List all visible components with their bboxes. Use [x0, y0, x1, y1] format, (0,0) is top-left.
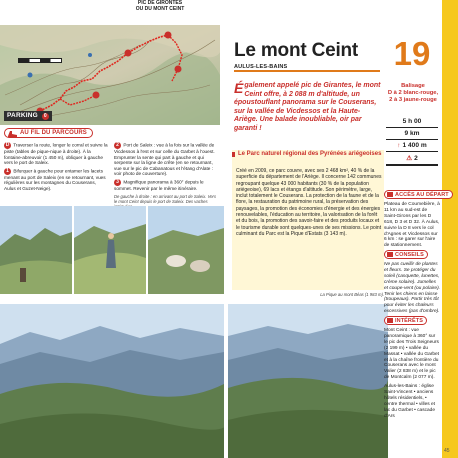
intro-text: galement appelé pic de Girantes, le mont Ceint offre, à 2 088 m d'altitude, un époustouflant panorama sur le Couserans, sur la vallée de Vicdessos et la Haute-Ariège. Une balade inoubliable, oir par garanti !	[234, 82, 381, 132]
balisage-info: Balisage D à 2 blanc-rouge, 2 à 3 jaune-rouge	[387, 83, 439, 103]
parc-text: Créé en 2009, ce parc couvre, avec ses 2 468 km², 40 % de la superficie du département de l'Ariège. Il concerne 142 communes regroupant quelque 43 000 habitants (30 % de la population ariégeoise), 69 lacs et étangs d'altitude. Son périmètre, large, inclut totalement le Couserans. La protection de la faune et de la flore, la restauration du patrimoine rural, la préservation des paysages, la promotion des économies d'énergie et des énergies renouvelables, l'éducation au territoire, la valorisation de la forêt et du bois, la promotion des savoir-faire et des produits locaux et le tourisme durable sont quelques-unes de ses missions. Le point culminant du Parc est la Pique d'Estats (3 143 m).	[236, 168, 382, 237]
section-header-acces	[384, 190, 453, 199]
stat-duration	[386, 116, 438, 128]
steps-column-left	[4, 142, 108, 209]
boots-icon	[8, 130, 17, 137]
parc-photo-caption: La Pique au mont Béas (1 983 m).	[320, 292, 384, 297]
photo-port-de-saleix	[0, 206, 72, 294]
stat-difficulty	[386, 152, 438, 166]
step-number: D	[5, 142, 10, 148]
section-header-au-fil	[4, 128, 93, 138]
step-item	[114, 142, 218, 177]
step-number: 3	[114, 179, 121, 186]
panorama-photo-right	[228, 304, 388, 458]
map-scale-bar	[18, 58, 62, 63]
section-header-label: AU FIL DU PARCOURS	[20, 130, 87, 136]
stat-elevation	[386, 140, 438, 152]
interets-text-2: Aulus-les-Bains : église Saint-Vincent • anciens hôtels résidentiels, • centre thermal • villes et lac du Garbet • cascade d'Ars	[384, 384, 436, 419]
trail-map	[0, 25, 220, 125]
section-header-interets	[384, 316, 427, 325]
stat-distance	[386, 128, 438, 140]
acces-text: Plateau de Coumebière, à 11 km au sud-est de Saint-Girons par les D 618, D 3 et D 32. À Aulus, suivre la D 8 vers le col d'Agnes et Vicdessos sur 6 km : se garer sur l'aire de stationnement.	[384, 202, 440, 249]
section-header-label: INTÉRÊTS	[395, 317, 423, 324]
photo-caption: De gauche à droite : en arrivant au port de Saleix. Vers le mont Ceint depuis le port de Saleix. Des vaches	[114, 193, 217, 204]
section-header-label: ACCÈS AU DÉPART	[395, 191, 449, 198]
step-item	[4, 142, 108, 166]
route-number: 19	[393, 35, 431, 72]
step-text: Port de Saleix : vue à la fois sur la vallée de Vicdessos à l'est et sur celle du Garbet à l'ouest. Emprunter la sente qui part à gauche et qui serpente sur la ligne de crête (en se retournant, vue sur le pic de Cabanatous et l'étang d'Alate : voir photo de couverture).	[114, 142, 215, 177]
panorama-photo-left	[0, 304, 224, 458]
trail-map-drawing	[0, 25, 220, 125]
parking-number: 0	[42, 113, 49, 120]
step-text: Magnifique panorama à 360° depuis le sommet. Revenir par le même itinéraire.	[114, 179, 204, 191]
step-number: 1	[4, 168, 11, 175]
map-title-label: PIC DE GIRONTES OU DU MONT CEINT	[135, 0, 185, 12]
stat-duration-value: 5 h 00	[402, 118, 422, 125]
interets-text-1: Mont Ceint : vue panoramique à 360° sur le pic des Trois Seigneurs (2 199 m) • vallée du Massat • vallée du Garbet et à la chaîne frontière du Couserans avec le mont Valier (2 838 m) et le pic de Montcalm (2 077 m).	[384, 328, 440, 381]
parking-label: PARKING 0	[4, 111, 52, 121]
photo-row	[0, 206, 224, 294]
conseils-text: Ne pas cueillir de plantes et fleurs. Se protéger du soleil (casquette, lunettes, crème solaire). Jumelles et coupe-vent (ou polaire). Tenir les chiens en laisse (troupeaux). Partir très tôt pour éviter les chaleurs excessives (pas d'ombre).	[384, 262, 440, 315]
difficulty-icon: ⚠	[406, 155, 413, 162]
car-icon	[387, 192, 393, 197]
intro-paragraph	[234, 82, 382, 134]
steps-column-right	[114, 142, 218, 209]
drop-cap: É	[234, 80, 244, 96]
section-header-conseils	[384, 250, 428, 259]
sidebar-color-strip	[442, 0, 458, 458]
photo-cows	[148, 206, 224, 294]
page-subtitle: AULUS-LES-BAINS	[234, 64, 288, 70]
elevation-up-icon: ↑	[397, 142, 401, 149]
page-number: 45	[444, 448, 450, 454]
step-item	[114, 179, 218, 192]
section-header-label: CONSEILS	[395, 251, 424, 258]
route-stats	[386, 116, 438, 166]
step-text: Traverser la route, longer le corral et suivre la piste (tables de pique-nique à droite). À la fontaine-abreuvoir (1 450 m), obliquer à gauche vers le port de Saleix.	[4, 142, 108, 166]
parc-title: Le Parc naturel régional des Pyrénées ariégeoises	[238, 151, 382, 157]
tip-icon	[387, 252, 393, 257]
step-text: Bifurquer à gauche pour entamer les lacets menant au port de Saleix (en se retournant, vues régulières sur les montagnes du Couserans, Aulus et Guzet-Neige).	[4, 168, 106, 191]
stat-distance-value: 9 km	[404, 130, 420, 137]
star-icon	[387, 318, 393, 323]
step-number: 2	[114, 142, 121, 149]
stat-elevation-value: 1 400 m	[402, 142, 427, 149]
page-title: Le mont Ceint	[234, 40, 359, 61]
photo-hiker-trail	[74, 206, 146, 294]
left-page	[0, 0, 224, 458]
stat-difficulty-value: 2	[414, 154, 418, 162]
steps-list	[4, 142, 218, 209]
step-item	[4, 168, 108, 192]
